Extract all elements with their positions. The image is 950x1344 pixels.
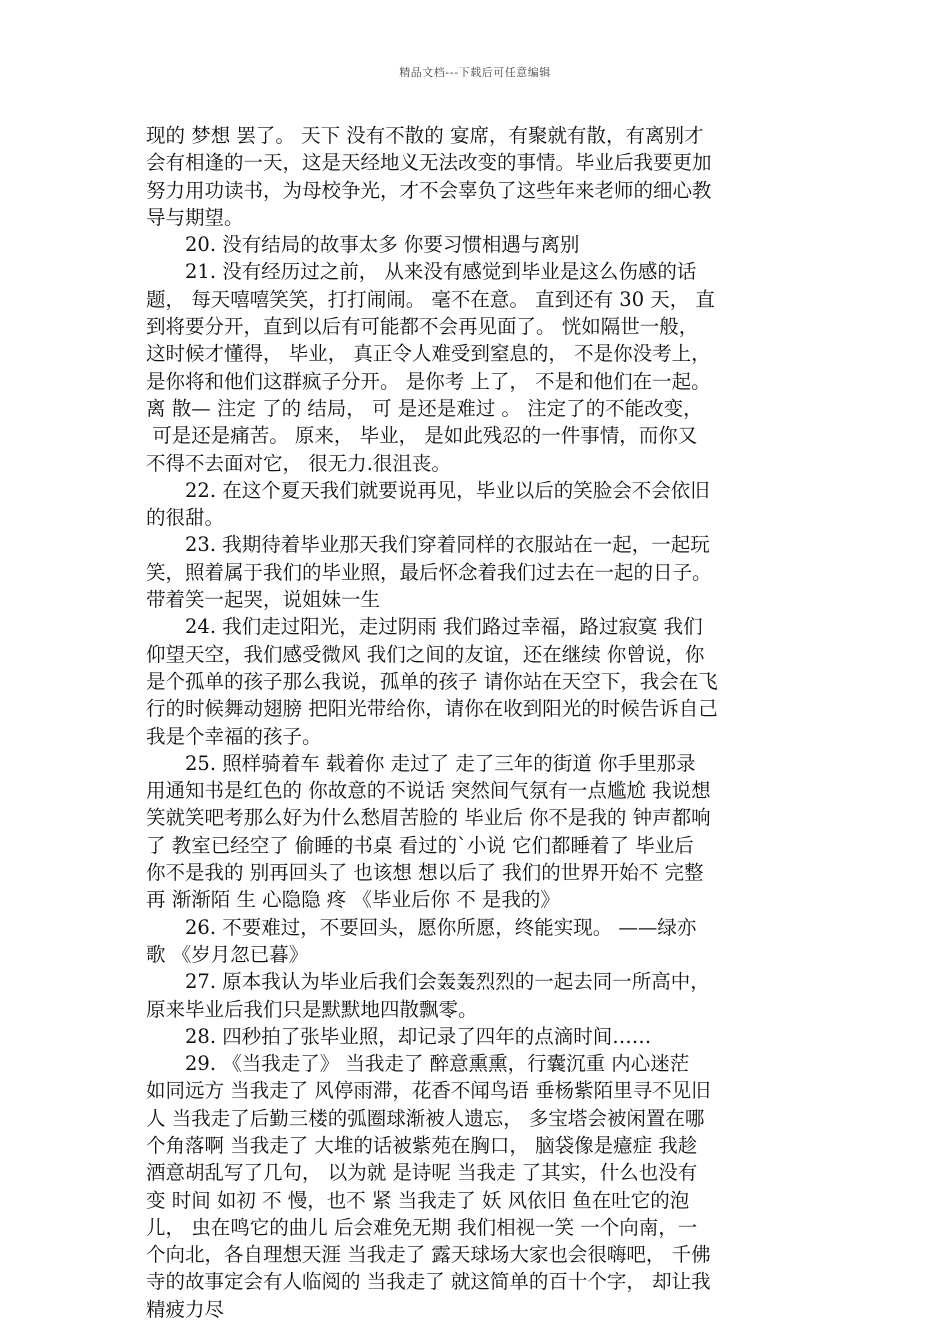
text-line: 儿， 虫在鸣它的曲儿 后会难免无期 我们相视一笑 一个向南，一 bbox=[146, 1215, 698, 1239]
text-line: 带着笑一起哭，说姐妹一生 bbox=[146, 588, 381, 612]
paragraph bbox=[146, 968, 810, 1023]
paragraph bbox=[146, 750, 810, 914]
text-line: 笑就笑吧考那么好为什么愁眉苦脸的 毕业后 你不是我的 钟声都响 bbox=[146, 806, 711, 830]
text-line: 努力用功读书，为母校争光，才不会辜负了这些年来老师的细心教 bbox=[146, 178, 712, 202]
text-line: 仰望天空，我们感受微风 我们之间的友谊，还在继续 你曾说，你 bbox=[146, 642, 705, 666]
text-line: 精疲力尽 bbox=[146, 1297, 225, 1321]
page-header: 精品文档---下载后可任意编辑 bbox=[399, 66, 551, 79]
paragraph bbox=[146, 1023, 810, 1050]
text-line: 25. 照样骑着车 载着你 走过了 走了三年的街道 你手里那录 bbox=[146, 751, 696, 775]
paragraph bbox=[146, 1050, 810, 1323]
text-line: 原来毕业后我们只是默默地四散飘零。 bbox=[146, 997, 478, 1021]
text-line: 寺的故事定会有人临阅的 当我走了 就这简单的百十个字， 却让我 bbox=[146, 1270, 711, 1294]
paragraph bbox=[146, 477, 810, 532]
text-line: 21. 没有经历过之前， 从来没有感觉到毕业是这么伤感的话 bbox=[146, 260, 697, 284]
text-line: 你不是我的 别再回头了 也该想 想以后了 我们的世界开始不 完整 bbox=[146, 861, 704, 885]
paragraph bbox=[146, 613, 810, 749]
text-line: 22. 在这个夏天我们就要说再见，毕业以后的笑脸会不会依旧 bbox=[146, 478, 710, 502]
text-line: 的很甜。 bbox=[146, 506, 225, 530]
text-line: 用通知书是红色的 你故意的不说话 突然间气氛有一点尴尬 我说想 bbox=[146, 779, 711, 803]
text-line: 29. 《当我走了》 当我走了 醉意熏熏，行囊沉重 内心迷茫 bbox=[146, 1052, 690, 1076]
text-line: 27. 原本我认为毕业后我们会轰轰烈烈的一起去同一所高中， bbox=[146, 970, 710, 994]
paragraph bbox=[146, 258, 810, 476]
text-line: 不得不去面对它， 很无力.很沮丧。 bbox=[146, 451, 451, 475]
paragraph bbox=[146, 231, 810, 258]
text-line: 歌 《岁月忽已暮》 bbox=[146, 942, 309, 966]
text-line: 现的 梦想 罢了。 天下 没有不散的 宴席，有聚就有散，有离别才 bbox=[146, 124, 704, 147]
text-line: 26. 不要难过，不要回头，愿你所愿，终能实现。 ——绿亦 bbox=[146, 915, 697, 939]
text-line: 笑，照着属于我们的毕业照，最后怀念着我们过去在一起的日子。 bbox=[146, 560, 712, 584]
paragraph bbox=[146, 122, 810, 231]
text-line: 可是还是痛苦。 原来， 毕业， 是如此残忍的一件事情，而你又 bbox=[146, 424, 698, 448]
text-line: 行的时候舞动翅膀 把阳光带给你，请你在收到阳光的时候告诉自己 bbox=[146, 697, 718, 721]
paragraph bbox=[146, 531, 810, 613]
text-line: 是个孤单的孩子那么我说，孤单的孩子 请你站在天空下，我会在飞 bbox=[146, 669, 718, 693]
text-line: 了 教室已经空了 偷睡的书桌 看过的`小说 它们都睡着了 毕业后 bbox=[146, 833, 694, 857]
text-line: 酒意胡乱写了几句， 以为就 是诗呢 当我走 了其实，什么也没有 bbox=[146, 1161, 698, 1185]
text-line: 再 渐渐陌 生 心隐隐 疼 《毕业后你 不 是我的》 bbox=[146, 888, 560, 912]
text-line: 导与期望。 bbox=[146, 205, 244, 229]
text-line: 个向北，各自理想天涯 当我走了 露天球场大家也会很嗨吧， 千佛 bbox=[146, 1243, 711, 1267]
text-line: 人 当我走了后勤三楼的弧圈球渐被人遗忘， 多宝塔会被闲置在哪 bbox=[146, 1106, 705, 1130]
text-line: 24. 我们走过阳光，走过阴雨 我们路过幸福，路过寂寞 我们 bbox=[146, 615, 703, 639]
text-line: 如同远方 当我走了 风停雨滞，花香不闻鸟语 垂杨紫陌里寻不见旧 bbox=[146, 1079, 711, 1103]
text-line: 变 时间 如初 不 慢，也不 紧 当我走了 妖 风依旧 鱼在吐它的泡 bbox=[146, 1188, 690, 1212]
text-line: 会有相逢的一天，这是天经地义无法改变的事情。毕业后我要更加 bbox=[146, 151, 712, 175]
paragraph bbox=[146, 914, 810, 969]
text-line: 这时候才懂得， 毕业， 真正令人难受到窒息的， 不是你没考上， bbox=[146, 342, 711, 366]
text-line: 是你将和他们这群疯子分开。 是你考 上了， 不是和他们在一起。 bbox=[146, 369, 711, 393]
text-line: 个角落啊 当我走了 大堆的话被紫苑在胸口， 脑袋像是癔症 我趁 bbox=[146, 1133, 698, 1157]
text-line: 20. 没有结局的故事太多 你要习惯相遇与离别 bbox=[146, 233, 580, 257]
text-line: 我是个幸福的孩子。 bbox=[146, 724, 322, 748]
document-body bbox=[146, 122, 810, 1323]
text-line: 到将要分开，直到以后有可能都不会再见面了。 恍如隔世一般， bbox=[146, 315, 699, 339]
text-line: 题， 每天嘻嘻笑笑，打打闹闹。 毫不在意。 直到还有 30 天， 直 bbox=[146, 287, 716, 311]
text-line: 离 散— 注定 了的 结局， 可 是还是难过 。 注定了的不能改变， bbox=[146, 396, 703, 420]
text-line: 23. 我期待着毕业那天我们穿着同样的衣服站在一起，一起玩 bbox=[146, 533, 710, 557]
text-line: 28. 四秒拍了张毕业照，却记录了四年的点滴时间…… bbox=[146, 1024, 652, 1048]
